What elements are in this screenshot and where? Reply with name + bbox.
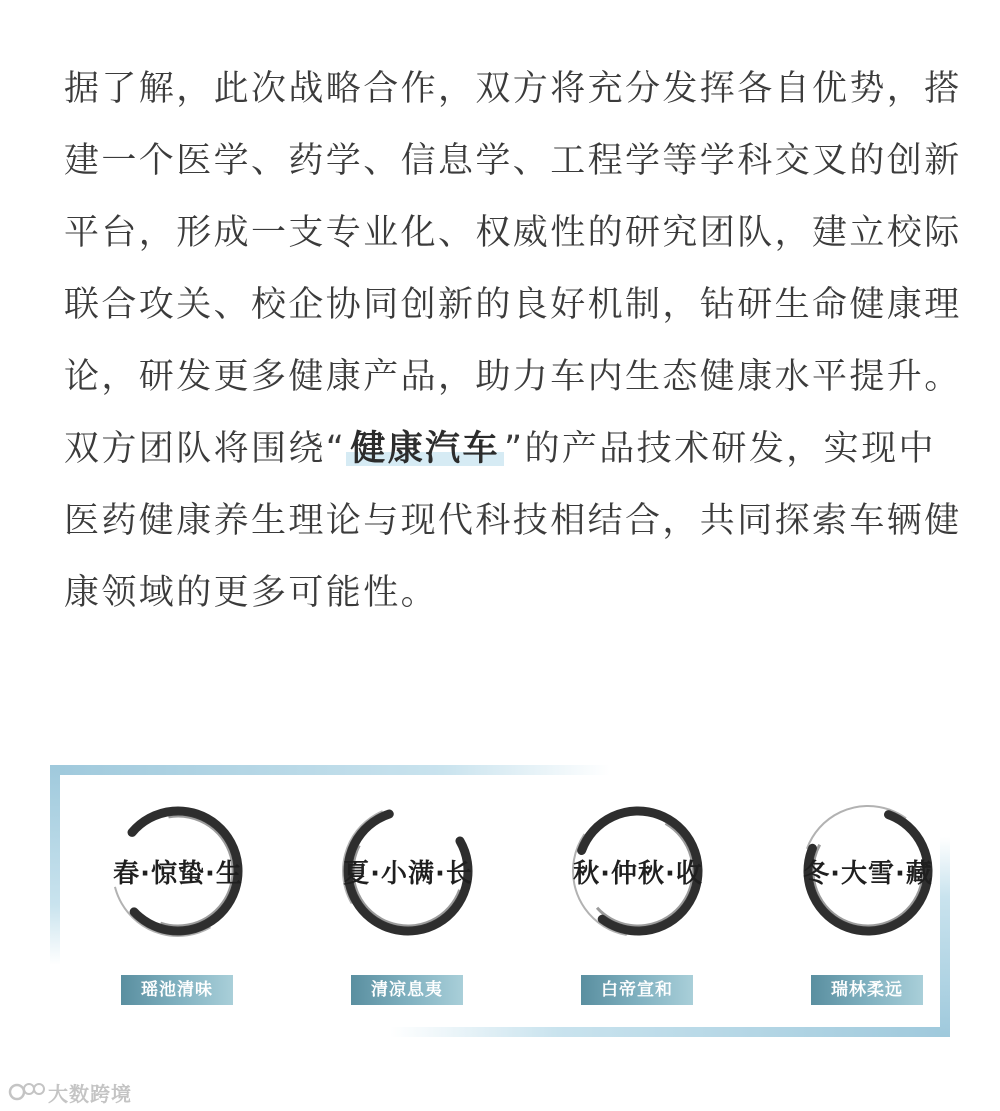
season-card-winter <box>778 793 958 1033</box>
article-line: 据了解，此次战略合作，双方将充分发挥各自优势，搭 <box>64 69 962 109</box>
article-line: 医药健康养生理论与现代科技相结合，共同探索车辆健 <box>64 501 962 541</box>
article-line: 联合攻关、校企协同创新的良好机制，钻研生命健康理 <box>64 285 962 325</box>
text-segment: ”的产品技术研发，实现中 <box>503 429 936 469</box>
article-line: 论，研发更多健康产品，助力车内生态健康水平提升。 <box>64 357 962 397</box>
seasons-panel <box>50 765 950 1037</box>
frame-bar-left <box>50 765 60 965</box>
season-tag: 白帝宣和 <box>581 975 693 1005</box>
article-line: 建一个医学、药学、信息学、工程学等学科交叉的创新 <box>64 141 962 181</box>
season-tag: 清凉息夷 <box>351 975 463 1005</box>
highlight-keyword: 健康汽车 <box>346 429 504 469</box>
season-title: 冬·大雪·藏 <box>803 859 933 889</box>
watermark-text: 大数跨境 <box>48 1081 132 1106</box>
season-title: 秋·仲秋·收 <box>573 859 703 889</box>
logo-icon <box>8 1080 46 1104</box>
frame-bar-top <box>50 765 610 775</box>
article-paragraph <box>64 58 962 634</box>
article-line-highlighted <box>64 418 936 490</box>
season-card-spring <box>88 793 268 1033</box>
article-line: 平台，形成一支专业化、权威性的研究团队，建立校际 <box>64 213 962 253</box>
season-title: 夏·小满·长 <box>343 859 473 889</box>
season-tag: 瑶池清味 <box>121 975 233 1005</box>
text-segment: 双方团队将围绕“ <box>64 429 347 469</box>
season-card-autumn <box>548 793 728 1033</box>
season-card-summer <box>318 793 498 1033</box>
watermark <box>8 1078 132 1106</box>
article-line: 康领域的更多可能性。 <box>64 573 439 613</box>
season-tag: 瑞林柔远 <box>811 975 923 1005</box>
season-title: 春·惊蛰·生 <box>113 859 243 889</box>
